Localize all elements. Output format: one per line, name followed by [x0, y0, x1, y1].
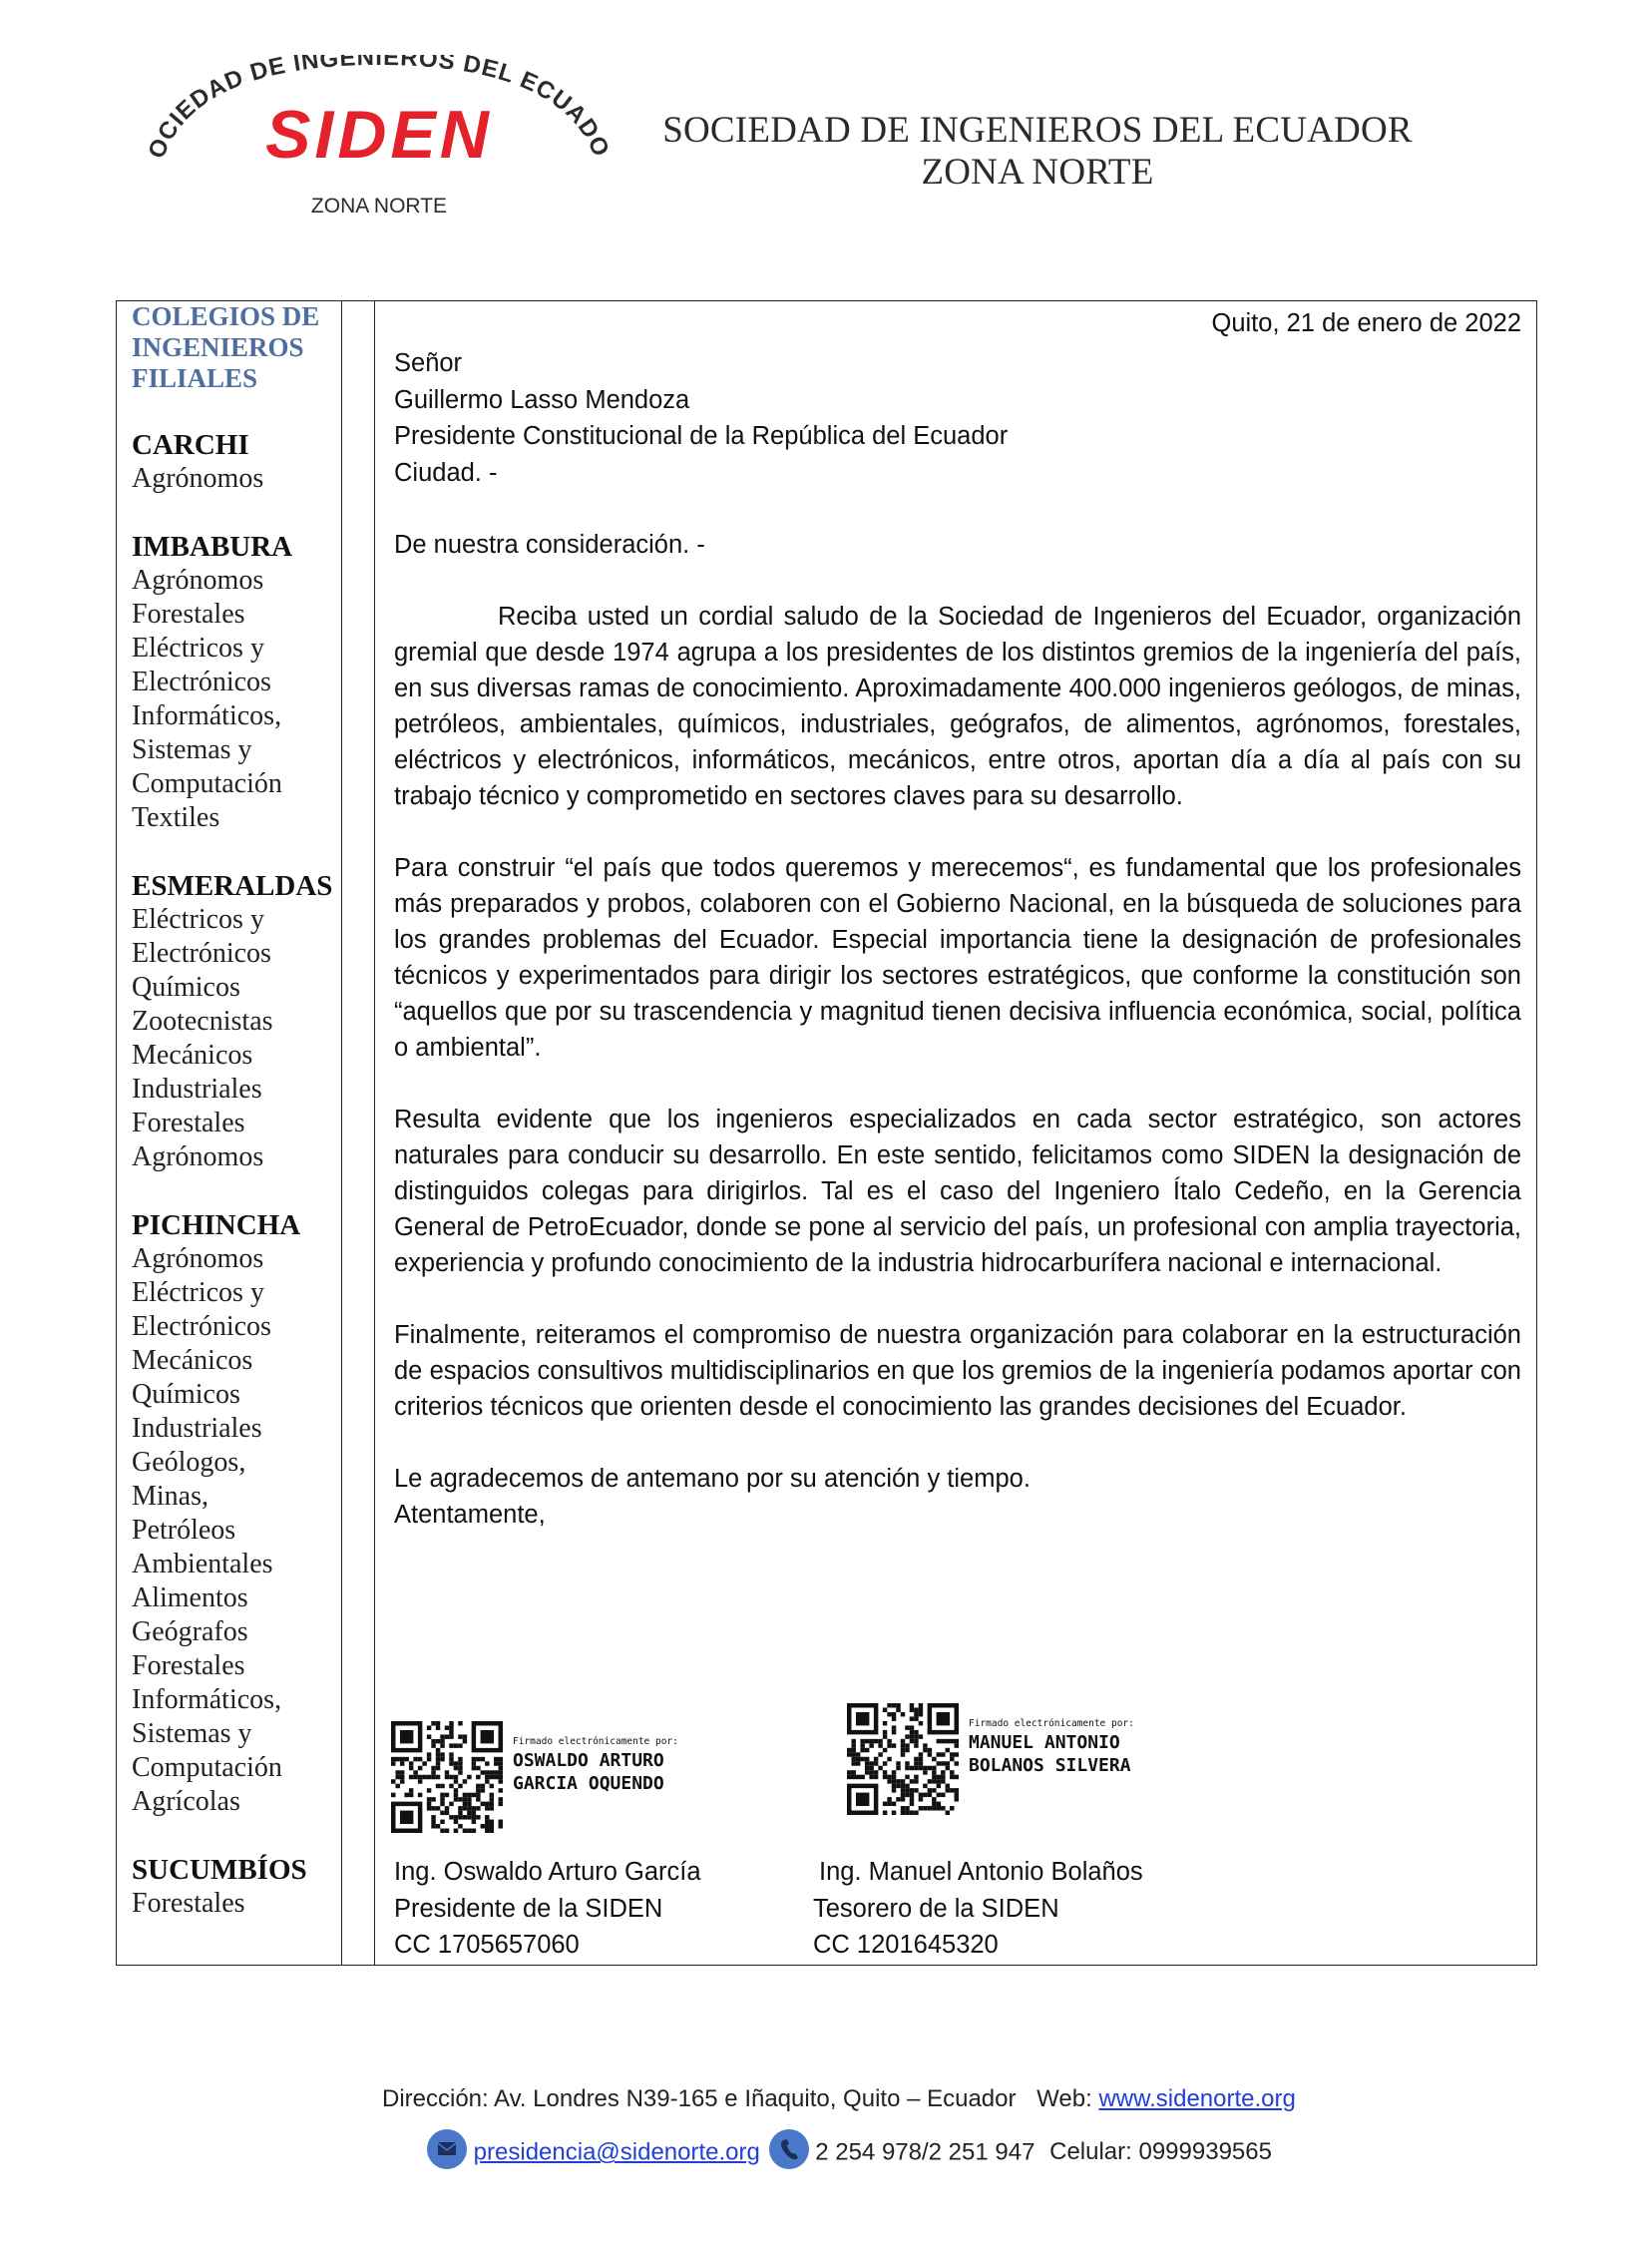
- frame-divider-right: [374, 300, 375, 1966]
- sidebar-item: Informáticos,: [132, 1684, 282, 1715]
- logo-zone-text: ZONA NORTE: [310, 195, 448, 218]
- recipient-line: Señor: [394, 349, 463, 377]
- email-icon: [427, 2129, 467, 2169]
- recipient-line: Guillermo Lasso Mendoza: [394, 385, 690, 414]
- sidebar-item: Geógrafos: [132, 1616, 248, 1647]
- signature-stamp-label: Firmado electrónicamente por:: [969, 1718, 1134, 1729]
- footer-email-link[interactable]: presidencia@sidenorte.org: [473, 2138, 760, 2166]
- sidebar-item: Mecánicos: [132, 1345, 253, 1376]
- sidebar-item: Químicos: [132, 972, 240, 1003]
- qr-code-signature-1: [391, 1721, 503, 1833]
- salutation: De nuestra consideración. -: [394, 531, 705, 559]
- signature-stamp-name: [969, 1731, 1131, 1777]
- sidebar-region: SUCUMBÍOS: [132, 1854, 307, 1886]
- signature-stamp-name-line: GARCIA OQUENDO: [513, 1773, 664, 1794]
- sidebar-heading-line: FILIALES: [132, 363, 258, 393]
- sidebar-group: [132, 428, 346, 496]
- signer-role: Presidente de la SIDEN: [394, 1894, 663, 1923]
- sidebar-heading: [132, 301, 346, 394]
- siden-logo-graphic: [140, 55, 619, 229]
- footer-address: Dirección: Av. Londres N39-165 e Iñaquito, Quito – Ecuador: [382, 2085, 1017, 2112]
- sidebar-item: Zootecnistas: [132, 1006, 273, 1037]
- sidebar-item: Forestales: [132, 1888, 245, 1919]
- sidebar-region: CARCHI: [132, 429, 249, 461]
- sidebar-item: Agrónomos: [132, 1243, 264, 1274]
- paragraph: Reciba usted un cordial saludo de la Sociedad de Ingenieros del Ecuador, organización gremial que desde 1974 agrupa a los presidentes de los distintos gremios de la ingeniería del país, en sus diversas ramas de conocimiento. Aproximadamente 400.000 ingenieros geólogos, de minas, petróleos, ambientales, químicos, industriales, geógrafos, de alimentos, agrónomos, forestales, eléctricos y electrónicos, informáticos, mecánicos, entre otros, aportan día a día al país con su trabajo técnico y comprometido en sectores claves para su desarrollo.: [394, 603, 1521, 810]
- logo-siden-text: SIDEN: [265, 97, 493, 173]
- closing: [394, 1461, 1521, 1533]
- sidebar-group: [132, 530, 346, 835]
- sidebar-group: [132, 1853, 346, 1921]
- qr-code-signature-2: [847, 1703, 959, 1815]
- sidebar-item: Sistemas y: [132, 734, 252, 765]
- sidebar-item: Forestales: [132, 1650, 245, 1681]
- paragraph: Resulta evidente que los ingenieros especializados en cada sector estratégico, son actores naturales para conducir su desarrollo. En este sentido, felicitamos como SIDEN la designación de distinguidos colegas para dirigirlos. Tal es el caso del Ingeniero Ítalo Cedeño, en la Gerencia General de PetroEcuador, donde se pone al servicio del país, un profesional con amplia trayectoria, experiencia y profundo conocimiento de la industria hidrocarburífera nacional e internacional.: [394, 1106, 1521, 1277]
- footer-web-link[interactable]: www.sidenorte.org: [1098, 2085, 1296, 2112]
- paragraph: Para construir “el país que todos queremos y merecemos“, es fundamental que los profesionales más preparados y probos, colaboren con el Gobierno Nacional, en la búsqueda de soluciones para los grandes problemas del Ecuador. Especial importancia tiene la designación de profesionales técnicos y experimentados para dirigir los sectores estratégicos, que conforme la constitución son “aquellos que por su trascendencia y magnitud tienen decisiva influencia económica, social, política o ambiental”.: [394, 854, 1521, 1062]
- signature-stamp-name: [513, 1749, 664, 1795]
- footer-contact-line: [427, 2133, 1272, 2173]
- sidebar-item: Agrónomos: [132, 1141, 264, 1172]
- sidebar-groups: [132, 428, 346, 1921]
- sidebar-group: [132, 869, 346, 1174]
- signer-block-2: [813, 1854, 1143, 1964]
- sidebar-group: [132, 1208, 346, 1819]
- signature-stamp-name-line: OSWALDO ARTURO: [513, 1750, 664, 1771]
- sidebar-item: Electrónicos: [132, 938, 271, 969]
- sidebar-region: PICHINCHA: [132, 1209, 301, 1241]
- signature-stamp-name-line: MANUEL ANTONIO: [969, 1732, 1120, 1753]
- sidebar-region: ESMERALDAS: [132, 870, 333, 902]
- letter-date: Quito, 21 de enero de 2022: [1211, 309, 1521, 337]
- siden-logo: [140, 55, 619, 229]
- sidebar-item: Alimentos: [132, 1582, 248, 1613]
- signer-id: CC 1201645320: [813, 1931, 999, 1959]
- sidebar-item: Petróleos: [132, 1515, 236, 1546]
- recipient-line: Ciudad. -: [394, 458, 498, 487]
- closing-line: Atentamente,: [394, 1501, 546, 1529]
- sidebar-item: Industriales: [132, 1074, 262, 1105]
- signer-name: Ing. Oswaldo Arturo García: [394, 1858, 701, 1886]
- organization-title-line1: SOCIEDAD DE INGENIEROS DEL ECUADOR: [662, 110, 1413, 151]
- signer-name: Ing. Manuel Antonio Bolaños: [819, 1858, 1143, 1886]
- sidebar-item: Textiles: [132, 802, 220, 833]
- sidebar-item: Químicos: [132, 1379, 240, 1410]
- signature-stamp-label: Firmado electrónicamente por:: [513, 1736, 678, 1747]
- footer-phones: 2 254 978/2 251 947: [815, 2138, 1035, 2166]
- affiliates-sidebar: [132, 300, 346, 1921]
- sidebar-item: Eléctricos y: [132, 633, 264, 664]
- sidebar-heading-line: COLEGIOS DE: [132, 301, 320, 331]
- paragraph: Finalmente, reiteramos el compromiso de nuestra organización para colaborar en la estructuración de espacios consultivos multidisciplinarios en que los gremios de la ingeniería podamos aportar con criterios técnicos que orienten desde el conocimiento las grandes decisiones del Ecuador.: [394, 1321, 1521, 1421]
- sidebar-item: Minas,: [132, 1481, 208, 1512]
- sidebar-region: IMBABURA: [132, 531, 293, 563]
- footer-address-line: [382, 2085, 1296, 2113]
- sidebar-item: Computación: [132, 1752, 282, 1783]
- sidebar-item: Ambientales: [132, 1549, 273, 1579]
- sidebar-item: Electrónicos: [132, 1311, 271, 1342]
- footer-web-label: Web:: [1036, 2085, 1092, 2112]
- sidebar-item: Sistemas y: [132, 1718, 252, 1749]
- sidebar-item: Geólogos,: [132, 1447, 246, 1478]
- signer-block-1: [394, 1854, 701, 1964]
- sidebar-item: Computación: [132, 768, 282, 799]
- sidebar-item: Forestales: [132, 599, 245, 630]
- sidebar-item: Informáticos,: [132, 700, 282, 731]
- letter-body: [394, 300, 1521, 1533]
- footer-mobile: Celular: 0999939565: [1049, 2138, 1272, 2166]
- recipient-block: [394, 345, 1521, 491]
- sidebar-item: Eléctricos y: [132, 904, 264, 935]
- sidebar-item: Electrónicos: [132, 667, 271, 697]
- signer-role: Tesorero de la SIDEN: [813, 1894, 1059, 1923]
- sidebar-item: Agrícolas: [132, 1786, 240, 1817]
- recipient-line: Presidente Constitucional de la República del Ecuador: [394, 422, 1009, 450]
- sidebar-item: Eléctricos y: [132, 1277, 264, 1308]
- closing-line: Le agradecemos de antemano por su atención y tiempo.: [394, 1465, 1031, 1493]
- sidebar-item: Agrónomos: [132, 463, 264, 494]
- organization-title-line2: ZONA NORTE: [921, 152, 1154, 193]
- logo-arc-text: OCIEDAD DE INGENIEROS DEL ECUADO: [143, 55, 616, 163]
- sidebar-item: Industriales: [132, 1413, 262, 1444]
- phone-icon: [769, 2129, 809, 2169]
- signer-id: CC 1705657060: [394, 1931, 580, 1959]
- organization-title: [599, 110, 1476, 194]
- sidebar-heading-line: INGENIEROS: [132, 332, 304, 362]
- sidebar-item: Agrónomos: [132, 565, 264, 596]
- signature-stamp-name-line: BOLANOS SILVERA: [969, 1755, 1131, 1776]
- sidebar-item: Forestales: [132, 1108, 245, 1138]
- sidebar-item: Mecánicos: [132, 1040, 253, 1071]
